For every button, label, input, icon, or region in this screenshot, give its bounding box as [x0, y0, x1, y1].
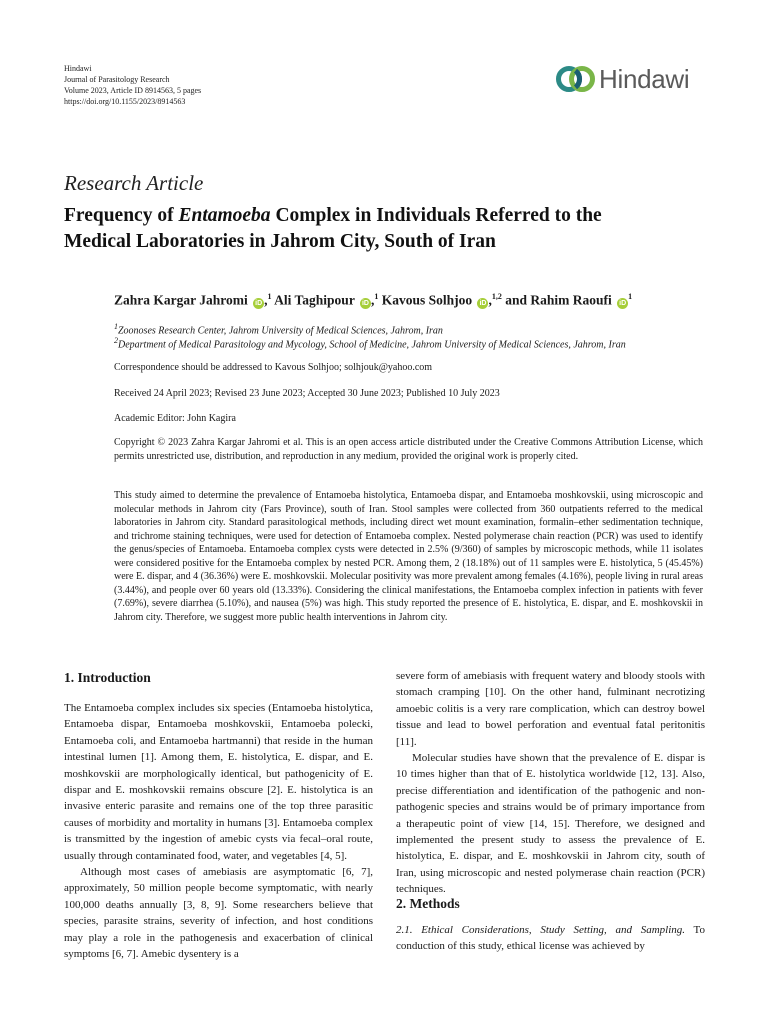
author-affiliation-number: 1 — [628, 292, 633, 301]
author-name[interactable]: Kavous Solhjoo — [381, 292, 473, 308]
paragraph: severe form of amebiasis with frequent watery and bloody stools with stomach cramping [10]. On the other hand, fulminant necrotizing amoebic colitis is a very rare complication, which can destroy bowel tissue and lead to bowel perforation and eventual fatal peritonitis [11]. — [396, 670, 705, 748]
orcid-icon[interactable]: iD — [361, 299, 369, 307]
affiliation-1 — [114, 322, 443, 336]
separator: , — [370, 292, 375, 308]
paragraph — [396, 922, 705, 955]
right-column — [396, 668, 705, 898]
publisher-name: Hindawi — [64, 64, 92, 73]
paragraph: The Entamoeba complex includes six species (Entamoeba histolytica, Entamoeba dispar, Entamoeba moshkovskii, Entamoeba polecki, Entamoeba coli, and Entamoeba hartmanni) that reside in the human intestinal lumen [1]. Among them, E. histolytica, E. dispar, and E. moshkovskii are morphologically identical, but pathogenicity of E. dispar and E. moshkovskii remains obscure [2]. E. histolytica is an invasive enteric parasite and remains one of the top three parasitic causes of morbidity and mortality in humans [3]. Entamoeba complex is transmitted by the ingestion of amebic cysts via fecal–oral route, usually through contaminated food, water, and vegetables [4, 5]. — [64, 702, 373, 862]
correspondence: Correspondence should be addressed to Kavous Solhjoo; solhjouk@yahoo.com — [114, 362, 433, 373]
journal-metadata — [64, 63, 201, 107]
title-part: Medical Laboratories in Jahrom City, South of Iran — [64, 231, 496, 252]
orcid-icon[interactable]: iD — [619, 299, 627, 307]
logo-wordmark: Hindawi — [599, 64, 690, 94]
affiliation-number: 2 — [114, 336, 118, 345]
author-list — [114, 292, 632, 309]
volume-info: Volume 2023, Article ID 8914563, 5 pages — [64, 86, 202, 95]
section-heading-introduction: 1. Introduction — [64, 670, 151, 685]
doi-link[interactable]: https://doi.org/10.1155/2023/8914563 — [64, 97, 186, 106]
affiliation-2 — [114, 336, 626, 350]
section-heading-methods: 2. Methods — [396, 896, 460, 911]
separator: , — [264, 292, 268, 308]
author-name[interactable]: Ali Taghipour — [274, 292, 355, 308]
journal-name: Journal of Parasitology Research — [64, 75, 170, 84]
left-column — [64, 700, 373, 963]
publication-dates: Received 24 April 2023; Revised 23 June 2023; Accepted 30 June 2023; Published 10 July 2023 — [114, 388, 500, 399]
academic-editor: Academic Editor: John Kagira — [114, 413, 236, 424]
title-part-italic: Entamoeba — [178, 205, 271, 226]
affiliation-number: 1 — [114, 322, 118, 331]
separator: and — [501, 292, 531, 308]
affiliation-text: Zoonoses Research Center, Jahrom University of Medical Sciences, Jahrom, Iran — [118, 325, 443, 337]
hindawi-logo — [556, 60, 716, 100]
author-name[interactable]: Rahim Raoufi — [530, 292, 612, 308]
paragraph: Although most cases of amebiasis are asymptomatic [6, 7], approximately, 50 million people become symptomatic, with nearly 100,000 deaths annually [3, 8, 9]. Some researchers believe that species, parasite strains, severity of infection, and host conditions may play a role in the pathogenesis and exacerbation of clinical symptoms [6, 7]. Amebic dysentery is a — [64, 866, 373, 961]
title-part: Frequency of — [64, 205, 179, 226]
author-affiliation-number: 1,2 — [491, 292, 502, 301]
article-type: Research Article — [64, 171, 204, 195]
author-affiliation-number: 1 — [267, 292, 272, 301]
subsection-title: 2.1. Ethical Considerations, Study Setting, and Sampling. — [396, 924, 686, 936]
author-name[interactable]: Zahra Kargar Jahromi — [114, 292, 248, 308]
title-part: Complex in Individuals Referred to the — [270, 205, 602, 226]
separator: , — [488, 292, 492, 308]
author-affiliation-number: 1 — [374, 292, 379, 301]
affiliation-text: Department of Medical Parasitology and Mycology, School of Medicine, Jahrom University of Medical Sciences, Jahrom, Iran — [118, 339, 626, 351]
methods-text — [396, 922, 705, 955]
article-title — [64, 203, 724, 255]
copyright-notice: Copyright © 2023 Zahra Kargar Jahromi et al. This is an open access article distributed under the Creative Commons Attribution License, which permits unrestricted use, distribution, and reproduction in any medium, provided the original work is properly cited. — [114, 437, 703, 462]
paragraph: Molecular studies have shown that the prevalence of E. dispar is 10 times higher than that of E. histolytica worldwide [12, 13]. Also, precise differentiation and identification of the pathogenic and non-pathogenic species and strains would be of primary importance from a therapeutic point of view [14, 15]. Therefore, we designed and implemented the present study to assess the prevalence of E. histolytica, E. dispar, and E. moshkovskii in Jahrom city, south of Iran, using microscopic and nested polymerase chain reaction (PCR) techniques. — [396, 752, 705, 896]
orcid-icon[interactable]: iD — [255, 299, 263, 307]
paragraph-text: To conduction of this study, ethical license was achieved by — [396, 924, 705, 953]
abstract: This study aimed to determine the prevalence of Entamoeba histolytica, Entamoeba dispar, and Entamoeba moshkovskii, using microscopic and molecular methods in Jahrom city (Fars Province), south of Iran. Stool samples were collected from 360 outpatients referred to the medical laboratories in Jahrom city. Standard parasitological methods, including direct wet mount examination, formalin–ether sedimentation technique, and trichrome staining techniques, were used for detection of Entamoeba complex. Nested polymerase chain reaction (PCR) was used to identify the genus/species of Entamoeba. Entamoeba complex cysts were detected in 2.5% (9/360) of samples by microscopic methods, while 11 isolates were considered positive for the Entamoeba complex by nested PCR. Among them, 2 (18.18%) out of 11 samples were E. histolytica, 5 (45.45%) were E. dispar, and 4 (36.36%) were E. moshkovskii. Molecular positivity was more prevalent among females (4.16%), people living in rural areas (3.44%), and people over 60 years old (13.33%). Considering the clinical manifestations, the Entamoeba complex infection in patients with fever (7.69%), severe diarrhea (5.10%), and nausea (5%) was high. This study reported the presence of E. histolytica, E. dispar, and E. moshkovskii in Jahrom city. Therefore, we suggest more public health interventions in Jahrom city. — [114, 490, 703, 623]
orcid-icon[interactable]: iD — [479, 299, 487, 307]
hindawi-logo-icon — [556, 62, 596, 96]
